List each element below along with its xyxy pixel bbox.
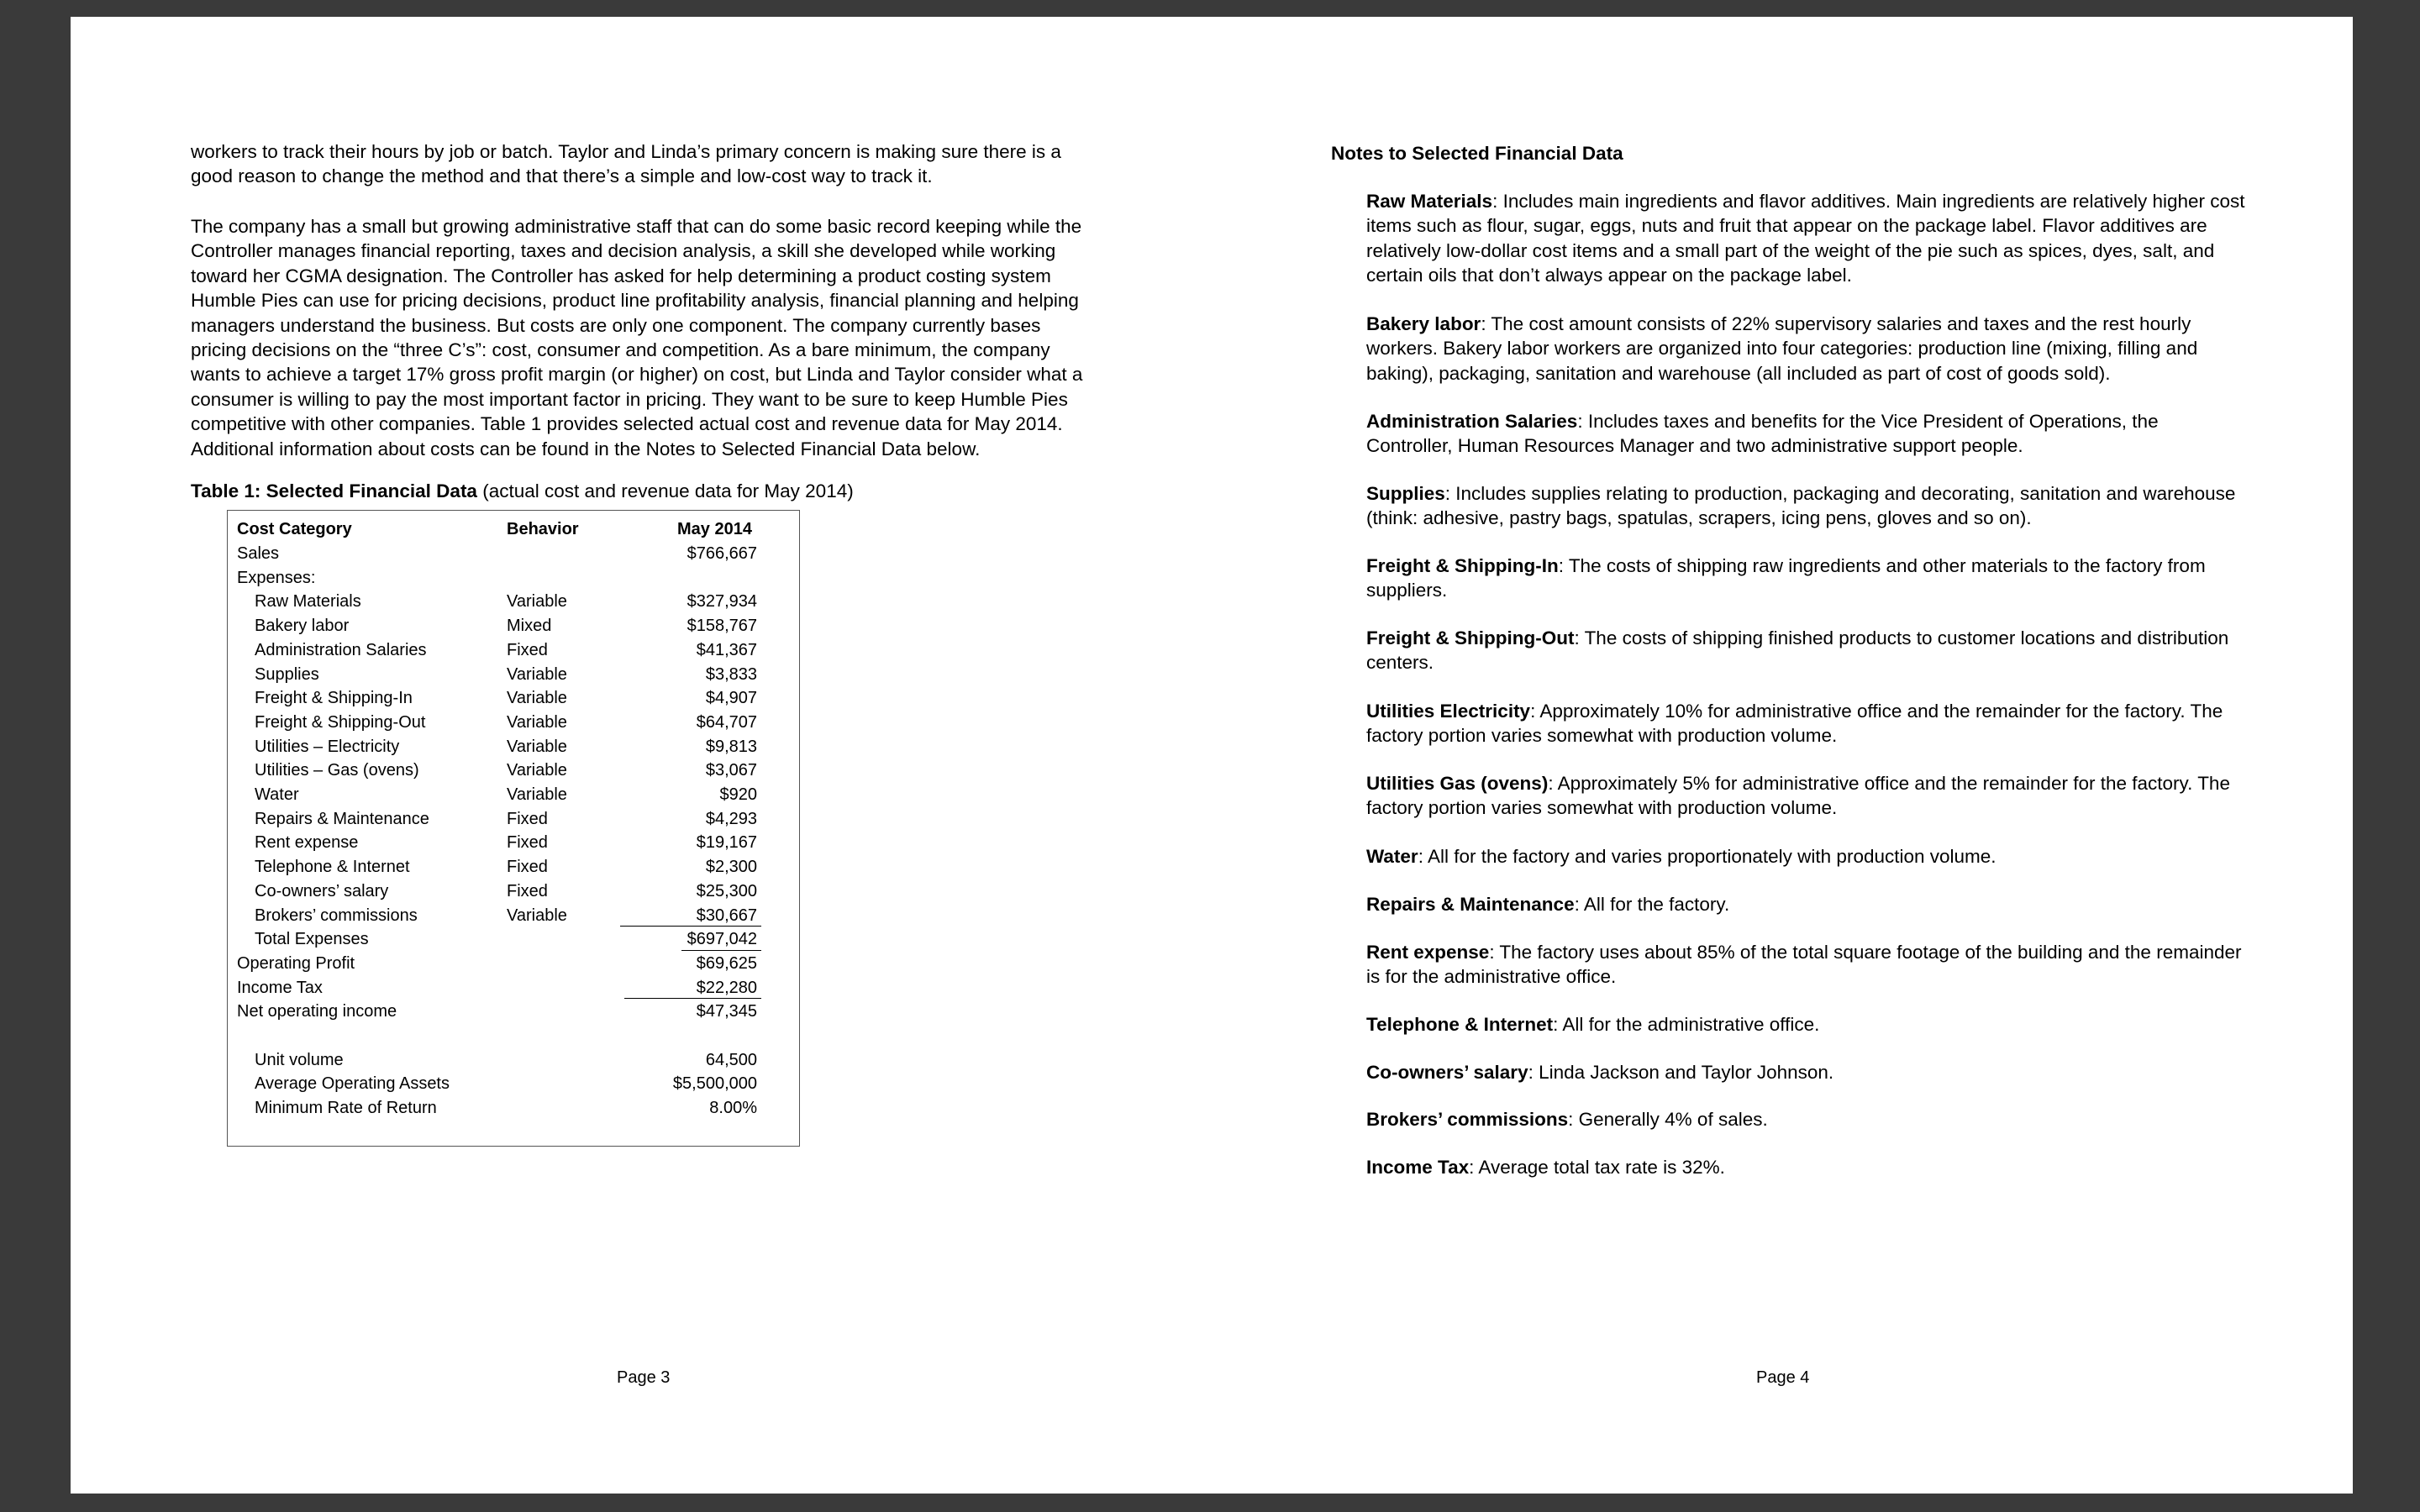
row-value: $697,042 bbox=[687, 930, 757, 949]
note-text: : All for the factory and varies proportionately with production volume. bbox=[1418, 846, 1996, 867]
row-value: $47,345 bbox=[696, 1002, 757, 1021]
table-row-sales bbox=[228, 542, 799, 565]
row-behavior: Variable bbox=[507, 785, 567, 804]
row-label: Expenses: bbox=[237, 568, 316, 587]
row-label: Raw Materials bbox=[255, 592, 361, 612]
row-label: Brokers’ commissions bbox=[255, 906, 418, 925]
row-label: Co-owners’ salary bbox=[255, 881, 389, 900]
row-label: Utilities – Electricity bbox=[255, 737, 400, 756]
note-text: : The cost amount consists of 22% supervisory salaries and taxes and the rest hourly workers. Bakery labor workers are organized into four categories: production line (mixing, filling and baking), packaging, sanitation and warehouse (all included as part of cost of goods sold). bbox=[1366, 313, 2198, 384]
tax-rule bbox=[624, 998, 761, 999]
row-value: $25,300 bbox=[696, 881, 757, 900]
row-label: Freight & Shipping-Out bbox=[255, 712, 426, 732]
note-term: Freight & Shipping-Out bbox=[1366, 627, 1575, 648]
note-text: : All for the factory. bbox=[1574, 894, 1730, 915]
row-label: Water bbox=[255, 785, 299, 804]
note-co-owners-salary bbox=[1366, 1060, 2249, 1084]
total-rule bbox=[681, 950, 761, 951]
table-row bbox=[228, 855, 799, 879]
table-row-min-return bbox=[228, 1096, 799, 1120]
header-cost-category: Cost Category bbox=[237, 520, 352, 538]
row-behavior: Fixed bbox=[507, 858, 548, 877]
row-value: $41,367 bbox=[696, 640, 757, 659]
row-value: $3,067 bbox=[705, 761, 757, 780]
row-value: $22,280 bbox=[696, 978, 757, 997]
note-term: Co-owners’ salary bbox=[1366, 1062, 1528, 1083]
table-row-income-tax bbox=[228, 976, 799, 1000]
row-value: $4,907 bbox=[705, 689, 757, 708]
table-row bbox=[228, 614, 799, 638]
table-header-row bbox=[228, 517, 799, 541]
row-value: $30,667 bbox=[696, 906, 757, 925]
row-behavior: Fixed bbox=[507, 881, 548, 900]
note-term: Telephone & Internet bbox=[1366, 1014, 1554, 1035]
notes-title: Notes to Selected Financial Data bbox=[1331, 143, 1623, 164]
row-label: Telephone & Internet bbox=[255, 858, 410, 877]
row-behavior: Variable bbox=[507, 592, 567, 612]
row-value: $2,300 bbox=[705, 858, 757, 877]
row-behavior: Variable bbox=[507, 712, 567, 732]
table-row bbox=[228, 663, 799, 686]
table-row bbox=[228, 711, 799, 734]
row-value: $4,293 bbox=[705, 809, 757, 828]
row-value: $69,625 bbox=[696, 953, 757, 973]
row-behavior: Mixed bbox=[507, 617, 552, 636]
table-row-expenses-label bbox=[228, 566, 799, 590]
note-rent bbox=[1366, 940, 2249, 990]
row-label: Operating Profit bbox=[237, 953, 355, 973]
table-row bbox=[228, 590, 799, 613]
financial-data-table bbox=[227, 510, 800, 1147]
row-label: Repairs & Maintenance bbox=[255, 809, 429, 828]
header-may-2014: May 2014 bbox=[677, 520, 752, 538]
row-label: Freight & Shipping-In bbox=[255, 689, 413, 708]
note-bakery-labor bbox=[1366, 312, 2249, 386]
note-term: Administration Salaries bbox=[1366, 411, 1578, 432]
row-value: $327,934 bbox=[687, 592, 757, 612]
note-text: : Linda Jackson and Taylor Johnson. bbox=[1528, 1062, 1834, 1083]
row-behavior: Variable bbox=[507, 664, 567, 684]
row-value: $158,767 bbox=[687, 617, 757, 636]
row-behavior: Fixed bbox=[507, 833, 548, 853]
table-row-unit-volume bbox=[228, 1048, 799, 1072]
note-utilities-electricity bbox=[1366, 699, 2249, 748]
note-term: Rent expense bbox=[1366, 942, 1490, 963]
table-row-avg-assets bbox=[228, 1072, 799, 1095]
note-text: : Generally 4% of sales. bbox=[1568, 1109, 1768, 1130]
note-term: Utilities Gas (ovens) bbox=[1366, 773, 1549, 794]
note-freight-out bbox=[1366, 626, 2249, 675]
note-freight-in bbox=[1366, 554, 2249, 603]
row-behavior: Fixed bbox=[507, 640, 548, 659]
table-row bbox=[228, 759, 799, 782]
note-term: Repairs & Maintenance bbox=[1366, 894, 1575, 915]
note-text: : The costs of shipping finished products to customer locations and distribution centers. bbox=[1366, 627, 2229, 674]
row-value: $766,667 bbox=[687, 544, 757, 563]
table-row bbox=[228, 831, 799, 854]
table-row bbox=[228, 879, 799, 903]
note-admin-salaries bbox=[1366, 409, 2249, 459]
note-text: : Includes supplies relating to production, packaging and decorating, sanitation and warehouse (think: adhesive, pastry bags, spatulas, scrapers, icing pens, gloves and so on). bbox=[1366, 483, 2236, 529]
row-behavior: Variable bbox=[507, 737, 567, 756]
note-term: Freight & Shipping-In bbox=[1366, 555, 1559, 576]
note-term: Water bbox=[1366, 846, 1418, 867]
note-income-tax bbox=[1366, 1155, 2249, 1179]
intro-paragraph-1: workers to track their hours by job or batch. Taylor and Linda’s primary concern is making sure there is a good reason to change the method and that there’s a simple and low-cost way to track it. bbox=[191, 141, 1061, 187]
note-text: : All for the administrative office. bbox=[1553, 1014, 1820, 1035]
row-label: Average Operating Assets bbox=[255, 1074, 450, 1094]
row-label: Unit volume bbox=[255, 1050, 344, 1069]
note-term: Utilities Electricity bbox=[1366, 701, 1531, 722]
note-text: : The costs of shipping raw ingredients and other materials to the factory from suppliers. bbox=[1366, 555, 2206, 601]
note-text: : Includes main ingredients and flavor additives. Main ingredients are relatively higher cost items such as flour, sugar, eggs, nuts and fruit that appear on the package label. Flavor additives are relatively low-dollar cost items and a small part of the weight of the pie such as spices, dyes, salt, and certain oils that don’t always appear on the package label. bbox=[1366, 191, 2245, 286]
table-caption-title: Table 1: Selected Financial Data bbox=[191, 480, 477, 501]
row-label: Administration Salaries bbox=[255, 640, 427, 659]
row-label: Utilities – Gas (ovens) bbox=[255, 761, 419, 780]
table-row bbox=[228, 638, 799, 662]
note-term: Income Tax bbox=[1366, 1157, 1470, 1178]
note-utilities-gas bbox=[1366, 771, 2249, 821]
row-behavior: Variable bbox=[507, 689, 567, 708]
note-term: Brokers’ commissions bbox=[1366, 1109, 1569, 1130]
row-label: Net operating income bbox=[237, 1002, 397, 1021]
row-label: Minimum Rate of Return bbox=[255, 1099, 437, 1118]
table-row bbox=[228, 904, 799, 927]
table-caption-desc: (actual cost and revenue data for May 2014) bbox=[476, 480, 854, 501]
note-term: Bakery labor bbox=[1366, 313, 1481, 334]
table-row bbox=[228, 783, 799, 806]
row-label: Rent expense bbox=[255, 833, 359, 853]
page-4 bbox=[1212, 17, 2353, 1494]
pdf-spread bbox=[71, 17, 2353, 1494]
row-value: 64,500 bbox=[705, 1050, 757, 1069]
row-label: Total Expenses bbox=[255, 930, 369, 949]
note-text: : Approximately 5% for administrative office and the remainder for the factory. The factory portion varies somewhat with production volume. bbox=[1366, 773, 2230, 819]
note-water bbox=[1366, 844, 2249, 869]
table-row-net-income bbox=[228, 1000, 799, 1023]
note-telephone bbox=[1366, 1012, 2249, 1037]
page-number: Page 4 bbox=[1756, 1368, 1810, 1387]
table-caption bbox=[191, 479, 854, 503]
row-label: Bakery labor bbox=[255, 617, 350, 636]
row-value: $3,833 bbox=[705, 664, 757, 684]
row-behavior: Variable bbox=[507, 906, 567, 925]
row-label: Income Tax bbox=[237, 978, 323, 997]
row-value: $64,707 bbox=[696, 712, 757, 732]
row-behavior: Fixed bbox=[507, 809, 548, 828]
row-value: $920 bbox=[719, 785, 757, 804]
row-value: $9,813 bbox=[705, 737, 757, 756]
subtotal-rule bbox=[620, 926, 761, 927]
table-row bbox=[228, 735, 799, 759]
table-row-total-expenses bbox=[228, 927, 799, 951]
note-repairs bbox=[1366, 892, 2249, 916]
note-text: : The factory uses about 85% of the total square footage of the building and the remainder is for the administrative office. bbox=[1366, 942, 2242, 988]
intro-paragraph-2: The company has a small but growing administrative staff that can do some basic record keeping while the Controller manages financial reporting, taxes and decision analysis, a skill she developed while working toward her CGMA designation. The Controller has asked for help determining a product costing system Humble Pies can use for pricing decisions, product line profitability analysis, financial planning and helping managers understand the business. But costs are only one component. The company currently bases pricing decisions on the “three C’s”: cost, consumer and competition. As a bare minimum, the company wants to achieve a target 17% gross profit margin (or higher) on cost, but Linda and Taylor consider what a consumer is willing to pay the most important factor in pricing. They want to be sure to keep Humble Pies competitive with other companies. Table 1 provides selected actual cost and revenue data for May 2014. Additional information about costs can be found in the Notes to Selected Financial Data below. bbox=[191, 216, 1083, 459]
note-text: : Approximately 10% for administrative office and the remainder for the factory. The factory portion varies somewhat with production volume. bbox=[1366, 701, 2223, 747]
row-label: Sales bbox=[237, 544, 280, 563]
note-raw-materials bbox=[1366, 189, 2249, 288]
note-brokers-commissions bbox=[1366, 1107, 2249, 1131]
row-value: 8.00% bbox=[709, 1099, 757, 1118]
row-value: $19,167 bbox=[696, 833, 757, 853]
table-row bbox=[228, 686, 799, 710]
row-behavior: Variable bbox=[507, 761, 567, 780]
page-3 bbox=[71, 17, 1212, 1494]
table-row bbox=[228, 807, 799, 831]
note-term: Supplies bbox=[1366, 483, 1445, 504]
note-term: Raw Materials bbox=[1366, 191, 1493, 212]
note-text: : Includes taxes and benefits for the Vice President of Operations, the Controller, Human Resources Manager and two administrative support people. bbox=[1366, 411, 2159, 457]
row-value: $5,500,000 bbox=[672, 1074, 757, 1094]
note-supplies bbox=[1366, 481, 2249, 531]
table-row-operating-profit bbox=[228, 952, 799, 975]
note-text: : Average total tax rate is 32%. bbox=[1469, 1157, 1725, 1178]
row-label: Supplies bbox=[255, 664, 319, 684]
page-number: Page 3 bbox=[617, 1368, 671, 1387]
header-behavior: Behavior bbox=[507, 520, 579, 538]
